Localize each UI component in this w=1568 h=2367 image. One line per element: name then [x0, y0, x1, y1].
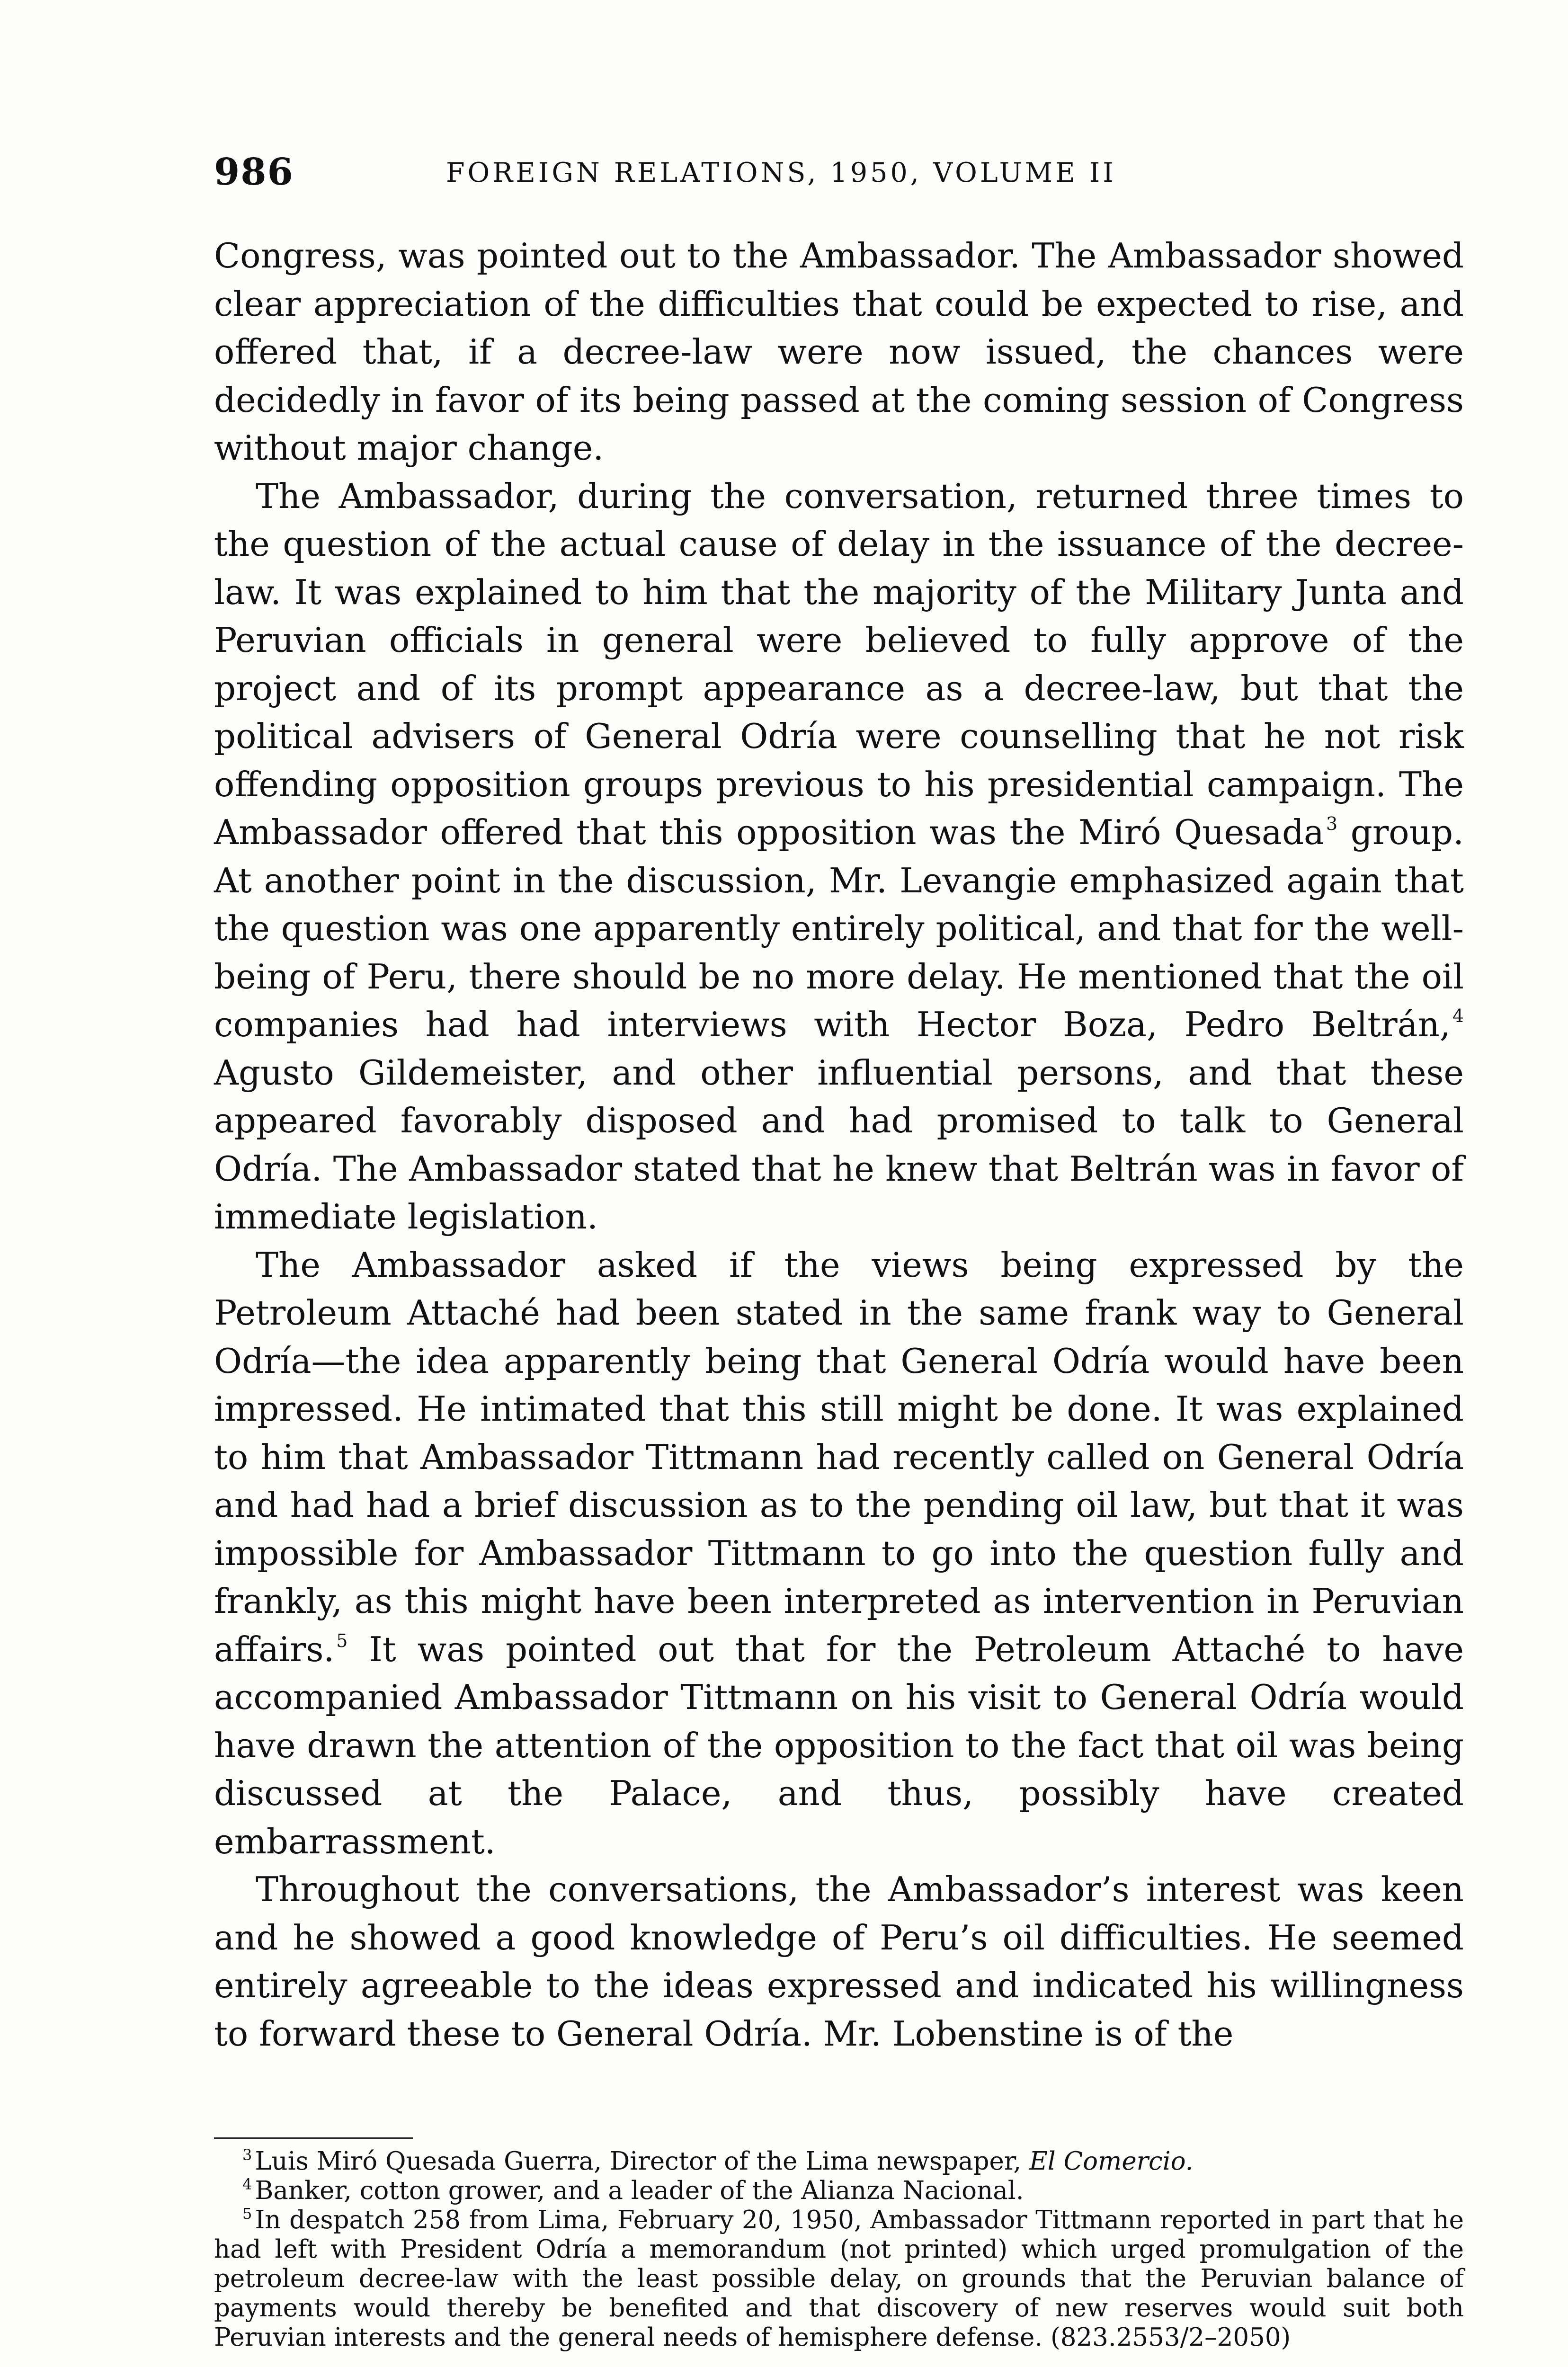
paragraph-continued	[214, 232, 1464, 472]
paragraph-4-text: Throughout the conversations, the Ambassador’s interest was keen and he showed a good knowledge of Peru’s oil difficulties. He seemed entirely agreeable to the ideas expressed and indicated his willingness to forward these to General Odría. Mr. Lobenstine is of the	[214, 1869, 1464, 2054]
footnote-5-mark: 5	[242, 2205, 252, 2223]
paragraph-1-text: Congress, was pointed out to the Ambassador. The Ambassador showed clear appreciation of the difficulties that could be expected to rise, and offered that, if a decree-law were now issued, the chances were decidedly in favor of its being passed at the coming session of Congress without major change.	[214, 236, 1464, 468]
paragraph-3	[214, 1241, 1464, 1866]
footnote-4-mark: 4	[242, 2175, 252, 2193]
paragraph-3-text-a: The Ambassador asked if the views being expressed by the Petroleum Attaché had been stated in the same frank way to General Odría—the idea apparently being that General Odría would have been impressed. He intimated that this still might be done. It was explained to him that Ambassador Tittmann had recently called on General Odría and had had a brief discussion as to the pending oil law, but that it was impossible for Ambassador Tittmann to go into the question fully and frankly, as this might have been interpreted as intervention in Peruvian affairs.	[214, 1245, 1464, 1669]
footnote-4-text: Banker, cotton grower, and a leader of the Alianza Nacional.	[255, 2176, 1024, 2205]
paragraph-2-text-c: Agusto Gildemeister, and other influential persons, and that these appeared favorably disposed and had promised to talk to General Odría. The Ambassador stated that he knew that Beltrán was in favor of immediate legislation.	[214, 1052, 1464, 1237]
paragraph-3-text-b: It was pointed out that for the Petroleum Attaché to have accompanied Ambassador Tittmann on his visit to General Odría would have drawn the attention of the opposition to the fact that oil was being discussed at the Palace, and thus, possibly have created embarrassment.	[214, 1629, 1464, 1861]
running-title: FOREIGN RELATIONS, 1950, VOLUME II	[446, 157, 1116, 188]
footnote-ref-5[interactable]: 5	[336, 1630, 348, 1651]
page-number: 986	[214, 151, 294, 194]
footnote-4	[214, 2176, 1464, 2206]
footnote-5-text: In despatch 258 from Lima, February 20, 1950, Ambassador Tittmann reported in part that he had left with President Odría a memorandum (not printed) which urged promulgation of the petroleum decree-law with the least possible delay, on grounds that the Peruvian balance of payments would thereby be benefited and that discovery of new reserves would suit both Peruvian interests and the general needs of hemisphere defense. (823.2553/2–2050)	[214, 2206, 1464, 2352]
paragraph-4	[214, 1866, 1464, 2058]
running-head	[214, 151, 1464, 198]
paragraph-2	[214, 472, 1464, 1241]
footnote-3	[214, 2147, 1464, 2176]
footnote-divider	[214, 2137, 413, 2139]
footnote-3-mark: 3	[242, 2146, 252, 2164]
body-text	[214, 232, 1464, 2058]
footnote-3-newspaper: El Comercio.	[1029, 2147, 1194, 2176]
footnotes	[214, 2147, 1464, 2352]
paragraph-2-text-b: group. At another point in the discussion, Mr. Levangie emphasized again that the question was one apparently entirely political, and that for the well-being of Peru, there should be no more delay. He mentioned that the oil companies had had interviews with Hector Boza, Pedro Beltrán,	[214, 812, 1464, 1044]
footnote-ref-4[interactable]: 4	[1452, 1006, 1464, 1026]
footnote-3-text: Luis Miró Quesada Guerra, Director of the Lima newspaper,	[255, 2147, 1022, 2176]
paragraph-2-text-a: The Ambassador, during the conversation, returned three times to the question of the actual cause of delay in the issuance of the decree-law. It was explained to him that the majority of the Military Junta and Peruvian officials in general were believed to fully approve of the project and of its prompt appearance as a decree-law, but that the political advisers of General Odría were counselling that he not risk offending opposition groups previous to his presidential campaign. The Ambassador offered that this opposition was the Miró Quesada	[214, 476, 1464, 852]
footnote-5	[214, 2206, 1464, 2352]
footnote-ref-3[interactable]: 3	[1326, 813, 1338, 834]
